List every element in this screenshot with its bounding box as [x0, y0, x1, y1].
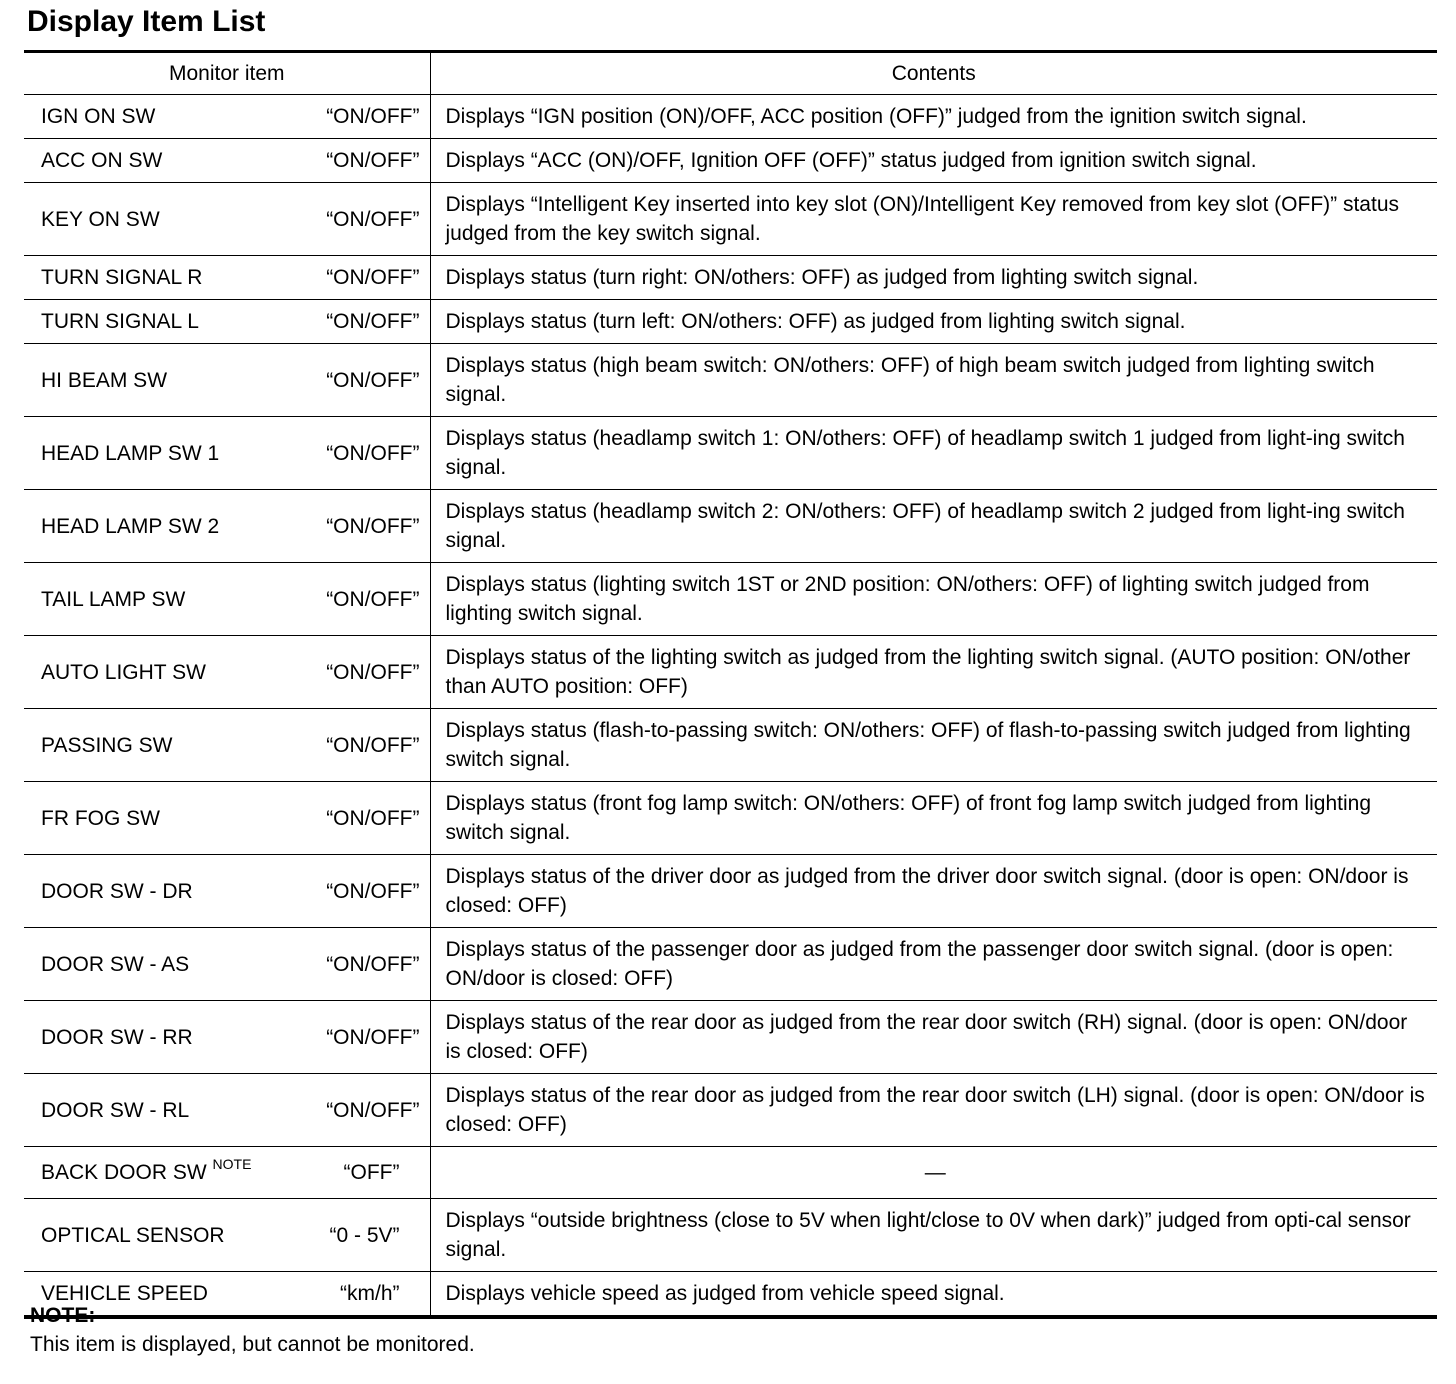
monitor-item-name: DOOR SW - RL [41, 1098, 190, 1122]
monitor-item-contents: — [430, 1147, 1437, 1199]
table-row [24, 256, 1437, 300]
table-row [24, 1074, 1437, 1147]
monitor-item-value: “ON/OFF” [326, 310, 420, 333]
note-text: This item is displayed, but cannot be monitored. [30, 1333, 475, 1356]
monitor-item-name: HI BEAM SW [41, 368, 168, 392]
table-header-row [24, 52, 1437, 95]
monitor-item-contents: Displays “outside brightness (close to 5V when light/close to 0V when dark)” judged from opti-cal sensor signal. [430, 1199, 1437, 1272]
monitor-item-value: “ON/OFF” [326, 105, 420, 128]
monitor-item-name: VEHICLE SPEED [41, 1282, 208, 1305]
monitor-item-name: KEY ON SW [41, 207, 160, 231]
table-row [24, 95, 1437, 139]
table-row [24, 928, 1437, 1001]
table-row [24, 183, 1437, 256]
monitor-item-value: “ON/OFF” [326, 207, 420, 231]
monitor-item-value: “ON/OFF” [326, 806, 420, 830]
column-header-contents: Contents [430, 52, 1437, 95]
monitor-item-contents: Displays status (front fog lamp switch: ON/others: OFF) of front fog lamp switch judged from lighting switch signal. [430, 782, 1437, 855]
table-row [24, 855, 1437, 928]
monitor-item-value: “ON/OFF” [326, 266, 420, 289]
table-row [24, 782, 1437, 855]
monitor-item-contents: Displays status (turn left: ON/others: OFF) as judged from lighting switch signal. [430, 300, 1437, 344]
column-header-monitor-item: Monitor item [24, 52, 430, 95]
monitor-item-name: TURN SIGNAL L [41, 310, 199, 333]
monitor-item-name: FR FOG SW [41, 806, 160, 830]
monitor-item-value: “OFF” [343, 1161, 400, 1184]
monitor-item-contents: Displays status of the rear door as judged from the rear door switch (RH) signal. (door is open: ON/door is closed: OFF) [430, 1001, 1437, 1074]
monitor-item-contents: Displays status (flash-to-passing switch: ON/others: OFF) of flash-to-passing switch judged from lighting switch signal. [430, 709, 1437, 782]
table-row [24, 1272, 1437, 1318]
table-row [24, 344, 1437, 417]
monitor-item-name: IGN ON SW [41, 105, 156, 128]
monitor-item-value: “ON/OFF” [326, 660, 420, 684]
monitor-item-value: “ON/OFF” [326, 149, 420, 172]
monitor-item-name: OPTICAL SENSOR [41, 1223, 225, 1247]
monitor-item-value: “ON/OFF” [326, 1098, 420, 1122]
monitor-item-name: DOOR SW - AS [41, 952, 190, 976]
monitor-item-value: “ON/OFF” [326, 441, 420, 465]
table-row [24, 300, 1437, 344]
monitor-item-value: “ON/OFF” [326, 733, 420, 757]
table-row [24, 563, 1437, 636]
monitor-item-contents: Displays status (headlamp switch 1: ON/others: OFF) of headlamp switch 1 judged from light-ing switch signal. [430, 417, 1437, 490]
table-row [24, 417, 1437, 490]
monitor-item-name: ACC ON SW [41, 149, 163, 172]
monitor-item-value: “ON/OFF” [326, 514, 420, 538]
monitor-item-value: “ON/OFF” [326, 952, 420, 976]
table-row [24, 490, 1437, 563]
monitor-item-contents: Displays status of the driver door as judged from the driver door switch signal. (door is open: ON/door is closed: OFF) [430, 855, 1437, 928]
monitor-item-value: “0 - 5V” [329, 1223, 400, 1247]
note-label: NOTE: [30, 1304, 96, 1327]
monitor-item-contents: Displays status (turn right: ON/others: OFF) as judged from lighting switch signal. [430, 256, 1437, 300]
monitor-item-contents: Displays status (high beam switch: ON/others: OFF) of high beam switch judged from lighting switch signal. [430, 344, 1437, 417]
monitor-item-contents: Displays status of the rear door as judged from the rear door switch (LH) signal. (door is open: ON/door is closed: OFF) [430, 1074, 1437, 1147]
monitor-item-contents: Displays vehicle speed as judged from vehicle speed signal. [430, 1272, 1437, 1318]
table-row [24, 1199, 1437, 1272]
table-row [24, 1001, 1437, 1074]
monitor-item-value: “ON/OFF” [326, 879, 420, 903]
monitor-item-value: “ON/OFF” [326, 587, 420, 611]
monitor-item-contents: Displays “ACC (ON)/OFF, Ignition OFF (OFF)” status judged from ignition switch signal. [430, 139, 1437, 183]
monitor-item-value: “ON/OFF” [326, 1025, 420, 1049]
monitor-item-name: TURN SIGNAL R [41, 266, 203, 289]
display-item-table [24, 50, 1437, 1319]
monitor-item-contents: Displays “IGN position (ON)/OFF, ACC position (OFF)” judged from the ignition switch signal. [430, 95, 1437, 139]
monitor-item-contents: Displays status (headlamp switch 2: ON/others: OFF) of headlamp switch 2 judged from light-ing switch signal. [430, 490, 1437, 563]
monitor-item-name: DOOR SW - DR [41, 879, 193, 903]
monitor-item-name: PASSING SW [41, 733, 173, 757]
table-row [24, 709, 1437, 782]
table-row [24, 636, 1437, 709]
table-row [24, 1147, 1437, 1199]
page-title: Display Item List [27, 5, 266, 38]
monitor-item-name: HEAD LAMP SW 1 [41, 441, 220, 465]
monitor-item-contents: Displays status of the lighting switch as judged from the lighting switch signal. (AUTO position: ON/other than AUTO position: OFF) [430, 636, 1437, 709]
monitor-item-name: HEAD LAMP SW 2 [41, 514, 220, 538]
monitor-item-name: AUTO LIGHT SW [41, 660, 206, 684]
monitor-item-value: “ON/OFF” [326, 368, 420, 392]
monitor-item-contents: Displays status (lighting switch 1ST or 2ND position: ON/others: OFF) of lighting switch judged from lighting switch signal. [430, 563, 1437, 636]
table-row [24, 139, 1437, 183]
monitor-item-name: BACK DOOR SW $^{NOTE}$ [41, 1156, 252, 1184]
monitor-item-value: “km/h” [340, 1282, 400, 1305]
monitor-item-name: TAIL LAMP SW [41, 587, 186, 611]
monitor-item-name: DOOR SW - RR [41, 1025, 193, 1049]
monitor-item-contents: Displays “Intelligent Key inserted into key slot (ON)/Intelligent Key removed from key slot (OFF)” status judged from the key switch signal. [430, 183, 1437, 256]
note-superscript: NOTE [212, 1156, 252, 1172]
monitor-item-contents: Displays status of the passenger door as judged from the passenger door switch signal. (door is open: ON/door is closed: OFF) [430, 928, 1437, 1001]
